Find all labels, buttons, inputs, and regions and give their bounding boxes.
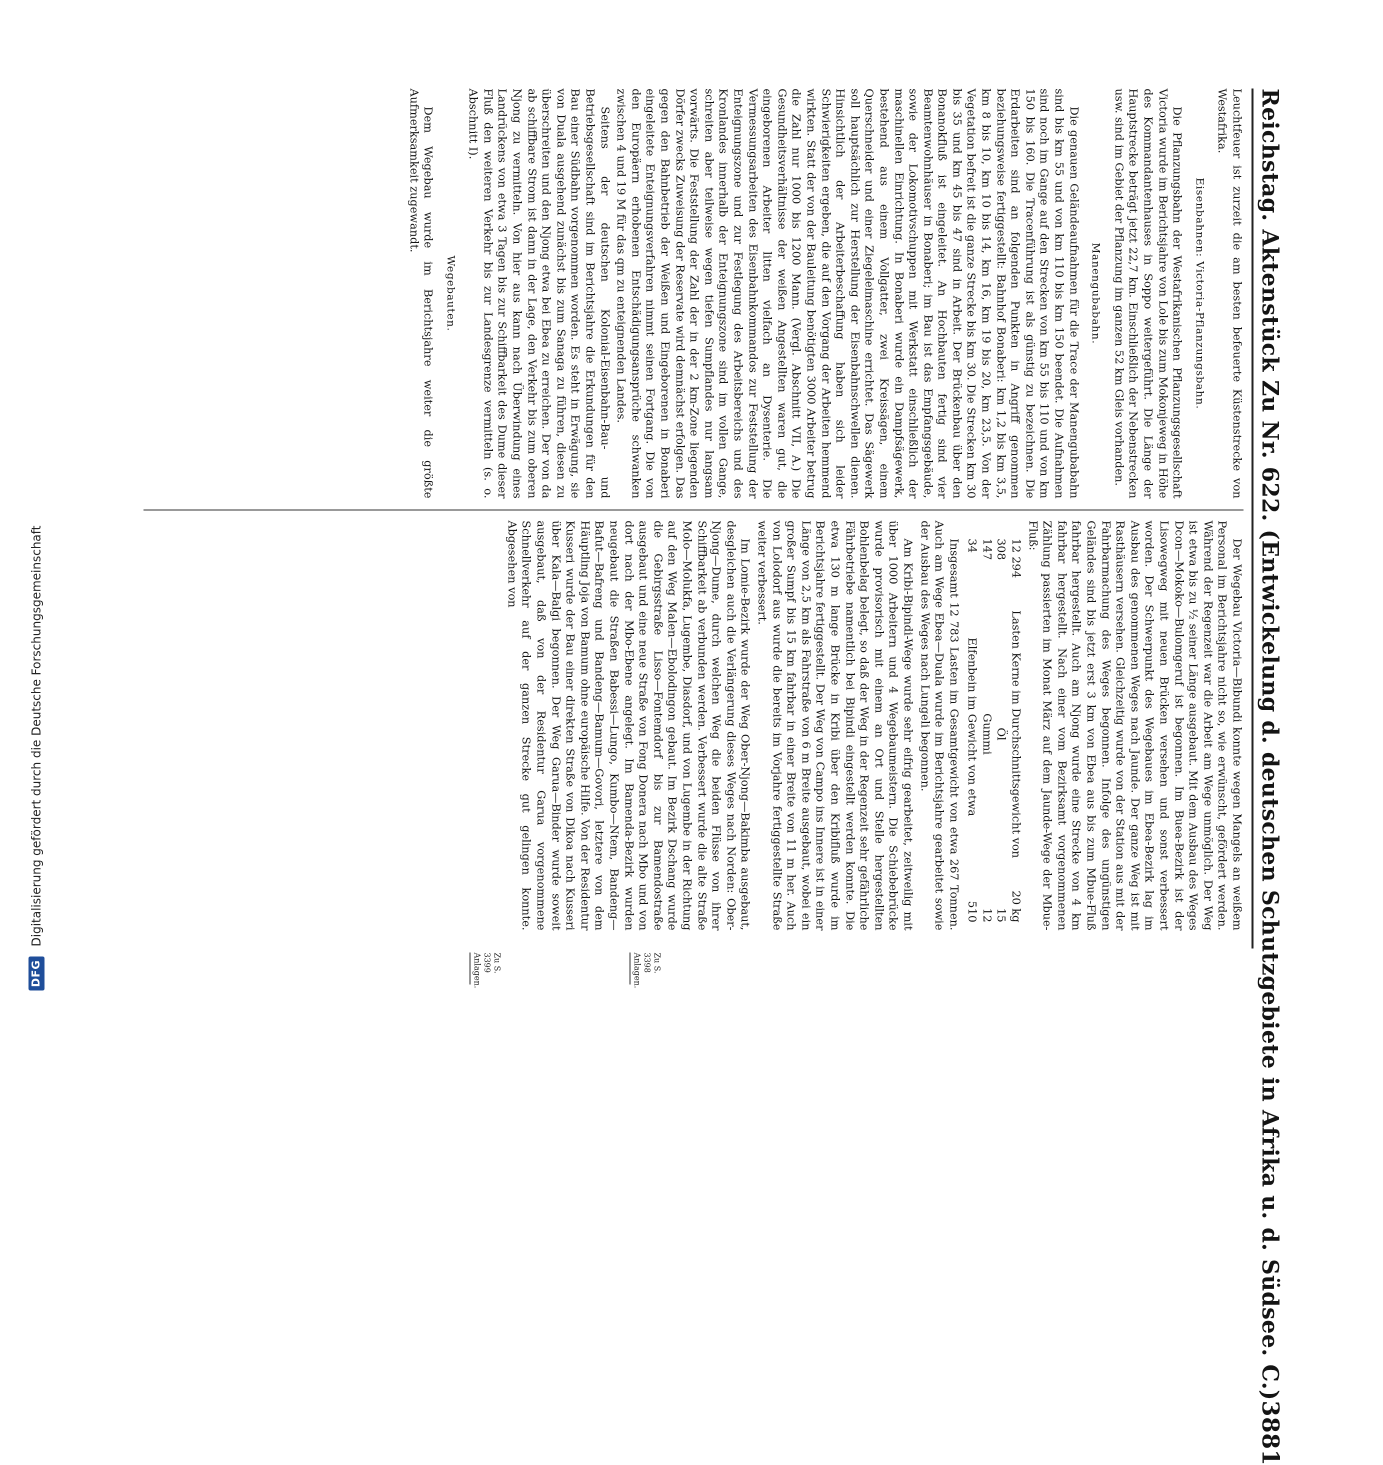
paragraph-roads-intro: Dem Wegebau wurde im Berichtsjahre weiter die größte Aufmerksamkeit zugewandt. xyxy=(407,88,435,498)
cargo-stats xyxy=(964,538,1022,930)
digitization-credit xyxy=(22,10,52,990)
paragraph-kribi: Am Kribi-Bipindi-Wege wurde sehr eifrig gearbeitet, zeitweilig mit über 1000 Arbeitern und 4 Wegebaumeistern. Die Schiebebrücke wurde provisorisch mit einem an Ort und Stelle hergestellten Bohlenbelag belegt, so daß der Weg in der Regenzeit sehr gefährliche Fährbetriebe namentlich bei Bipindi eingestellt werden konnte. Die etwa 130 m lange Brücke in Kribi über den Kribifluß wurde im Berichtsjahre fertiggestellt. Der Weg von Campo ins Innere ist in einer Länge von 2,5 km als Fahrstraße von 6 m Breite ausgebaut, wobei ein großer Sumpf bis 15 km fahrbar in einer Breite von 11 m her. Auch von Lolodorf aus wurde die bereits im Vorjahre fertiggestellte Straße weiter verbessert. xyxy=(755,520,915,930)
stats-row xyxy=(979,538,994,930)
margin-note-upper xyxy=(629,952,662,994)
right-column xyxy=(114,520,1244,930)
page-number: 3881 xyxy=(1256,1400,1284,1465)
paragraph-lomie: Im Lomie-Bezirk wurde der Weg Ober-Njong—Bakimba ausgebaut, desgleichen auch die Verlängerung dieses Weges nach Norden: Ober-Njong—Dume, durch welchen Weg die beiden Flüsse von ihrer Schiffbarkeit ab verbunden werden. Verbessert wurde die alte Straße Molo—Molukfa, Lugembe, Diasdorf, und von Lugembe in der Richtung auf den Weg Malen—Ebolodingon gebaut. Im Bezirk Dschang wurde die Gebirgsstraße Lisso—Fontemdorf bis zur Bamendostraße ausgebaut und eine neue Straße von Fong Donera nach Mbo und von dort nach der Mbo-Ebene angelegt. Im Bamenda-Bezirk wurden neugebaut die Straßen Babessi—Lungo, Kumbo—Ntem, Bandeng—Bafut—Bafreng und Bandeng—Bamum—Govori, letztere von dem Häuptling Joja von Bamum ohne europäische Hilfe. Von der Residentur Kusseri wurde der Bau einer direkten Straße von Dikoa nach Kusseri über Kala—Balgi begonnen. Der Weg Garua—Binder wurde soweit ausgebaut, daß von der Residentur Garua vorgenommene Schnellverkehr auf der ganzen Strecke gut gelingen konnte. Abgesehen von xyxy=(505,520,752,930)
stats-label: Elfenbein im Gewicht von etwa xyxy=(965,637,979,816)
column-divider xyxy=(144,509,1244,510)
intro-paragraph: Leuchtfeuer ist zurzeit die am besten befeuerte Küstenstrecke von Westafrika. xyxy=(1215,88,1244,498)
stats-row xyxy=(1008,538,1023,930)
stats-label: Lasten Kerne im Durchschnittsgewicht von xyxy=(1009,609,1023,858)
running-title: Reichstag. Aktenstück Zu Nr. 622. (Entwickelung d. deutschen Schutzgebiete in Afrika u. d. Südsee. C.) xyxy=(1256,88,1283,1401)
margin-note-text: Zu S. 3398 Anlagen. xyxy=(632,952,662,988)
paragraph-victoria-bibundi: Der Wegebau Victoria—Bibundi konnte wegen Mangels an weißem Personal im Berichtsjahre nicht so, wie erwünscht, gefördert werden. Während der Regenzeit war die Arbeit am Wege unmöglich. Der Weg ist etwa bis zu ½ seiner Länge ausgebaut. Mit dem Ausbau des Weges Dcon—Mokoko—Bulomgeruf ist begonnen. Im Buea-Bezirk ist der Lisowegweg mit neuen Brücken versehen und sonst verbessert worden. Der Schwerpunkt des Wegebaues im Ebea-Bezirk lag im Ausbau des genommenen Weges nach Jaunde. Der ganze Weg ist mit Rasthäusern versehen. Gleichzeitig wurde von der Station aus mit der Fahrbarmachung des Weges begonnen. Infolge des ungünstigen Geländes sind bis jetzt erst 3 km von Ebea aus bis zum Mbue-Fluß fahrbar hergestellt. Auch am Njong wurde eine Strecke von 4 km fahrbar hergestellt. Nach einer vom Bezirksamt vorgenommenen Zählung passierten im Monat März auf dem Jaunde-Wege der Mbue-Fluß: xyxy=(1026,520,1244,930)
page-header xyxy=(1256,88,1297,1465)
stats-weight: 510 xyxy=(965,900,979,922)
paragraph-manenguba-2: Seitens der deutschen Kolonial-Eisenbahn-Bau- und Betriebsgesellschaft sind im Berichtsjahre die Erkundungen für den Bau einer Südbahn vorgenommen worden. Es steht in Erwägung, sie von Duala ausgehend zunächst bis zum Sanaga zu führen, diesen zu überschreiten und den Njong etwa bei Ebea zu erreichen. Der von da ab schiffbare Strom ist dann in der Lage, den Verkehr bis zum oberen Njong zu vermitteln. Von hier aus kann nach Überwindung eines Landrückens von etwa 3 Tagen bis zur Schiffbarkeit des Dume dieser Fluß den weiteren Verkehr bis zur Landesgrenze vermitteln (s. o. Abschnitt I). xyxy=(466,88,612,498)
dfg-logo: DFG xyxy=(29,956,45,990)
stats-label: Öl xyxy=(995,727,1008,741)
stats-row xyxy=(964,538,979,930)
paragraph-manenguba-1: Die genauen Geländeaufnahmen für die Trace der Manengubabahn sind bis km 55 und von km 110 bis km 150 beendet. Die Aufnahmen sind noch im Gange auf den Strecken von km 55 bis 110 und von km 150 bis 160. Die Tracenführung ist als günstig zu bezeichnen. Die Erdarbeiten sind an folgenden Punkten in Angriff genommen beziehungsweise fertiggestellt: Bahnhof Bonaberi: km 1,2 bis km 3,5, km 8 bis 10, km 10 bis 14, km 16, km 19 bis 20, km 23,5. Von der Vegetation befreit ist die ganze Strecke bis km 30. Die Strecken km 30 bis 35 und km 45 bis 47 sind in Arbeit. Der Brückenbau über den Bonanokfluß ist eingeleitet. An Hochbauten fertig sind vier Beamtenwohnhäuser in Bonaberi; im Bau ist das Empfangsgebäude, sowie der Lokomotivschuppen mit Werkstatt einschließlich der maschinellen Einrichtung. In Bonaberi wurde ein Dampfsägewerk, bestehend aus einem Vollgatter, zwei Kreissägen, einem Querschneider und einer Ziegeleimaschine errichtet. Das Sägewerk soll hauptsächlich zur Herstellung der Eisenbahnschwellen dienen. Hinsichtlich der Arbeiterbeschaffung haben sich leider Schwierigkeiten ergeben, die auf den Vorgang der Arbeiten hemmend wirkten. Statt der von der Bauleitung benötigten 3000 Arbeiter betrug die Zahl nur 1000 bis 1200 Mann. (Vergl. Abschnitt VII, A.) Die Gesundheitsverhältnisse der weißen Angestellten waren gut, die eingeborenen Arbeiter litten vielfach an Dysenterie. Die Vermessungsarbeiten des Eisenbahnkommandos zur Feststellung der Enteignungszone und zur Festlegung des Arbeitsbereichs und des Kronlandes innerhalb der Enteignungszone sind im vollen Gange, schreiten aber teilweise wegen tiefen Sumpflandes nur langsam vorwärts. Die Feststellung der Zahl der in der 2 km-Zone liegenden Dörfer zwecks Zuweisung der Reservate wird demnächst erfolgen. Das gegen den Bahnbetrieb der Weißen und Eingeborenen in Bonaberi eingeleitete Enteignungsverfahren nimmt seinen Fortgang. Die von den Europäern erhobenen Entschädigungsansprüche schwanken zwischen 4 und 19 M für das qm zu enteignenden Landes. xyxy=(614,88,1081,498)
margin-note-rule xyxy=(630,952,631,984)
section-heading-roads: Wegebauten. xyxy=(444,255,457,331)
stats-weight: 12 xyxy=(980,907,994,922)
stats-weight: 15 xyxy=(995,907,1008,922)
header-rule xyxy=(1252,88,1254,948)
stats-value: 308 xyxy=(995,538,1008,560)
stats-weight: 20 kg xyxy=(1009,889,1023,922)
paragraph-total: Insgesamt 12 783 Lasten im Gesamtgewicht von etwa 267 Tonnen. Auch am Wege Ebea—Duala wurde im Berichtsjahre gearbeitet sowie der Ausbau des Weges nach Lungeli begonnen. xyxy=(918,520,961,930)
stats-value: 12 294 xyxy=(1009,538,1023,578)
stats-row xyxy=(993,538,1008,930)
margin-note-text: Zu S. 3399 Anlagen. xyxy=(472,952,502,988)
margin-note-lower xyxy=(469,952,502,994)
section-heading-railway: Eisenbahnen: Victoria-Pflanzungsbahn. xyxy=(1193,177,1206,409)
paragraph-plantation-railway: Die Pflanzungsbahn der Westafrikanischen Pflanzungsgesellschaft Victoria wurde im Berichtsjahre von Lole bis zum Mokonjeweg in Höhe des Kommandantenhauses in Soppo weitergeführt. Die Länge der Hauptstrecke beträgt jetzt 22,7 km. Einschließlich der Nebenstrecken usw. sind im Gebiet der Pflanzung im ganzen 52 km Gleis vorhanden. xyxy=(1112,88,1184,498)
left-column xyxy=(114,88,1244,498)
credit-text: Digitalisierung gefördert durch die Deutsche Forschungsgemeinschaft xyxy=(29,524,44,946)
stats-value: 147 xyxy=(980,538,994,560)
section-heading-manenguba: Manengubabahn. xyxy=(1089,242,1102,344)
stats-label: Gummi xyxy=(980,712,994,755)
margin-note-rule xyxy=(470,952,471,984)
stats-value: 34 xyxy=(965,538,979,553)
